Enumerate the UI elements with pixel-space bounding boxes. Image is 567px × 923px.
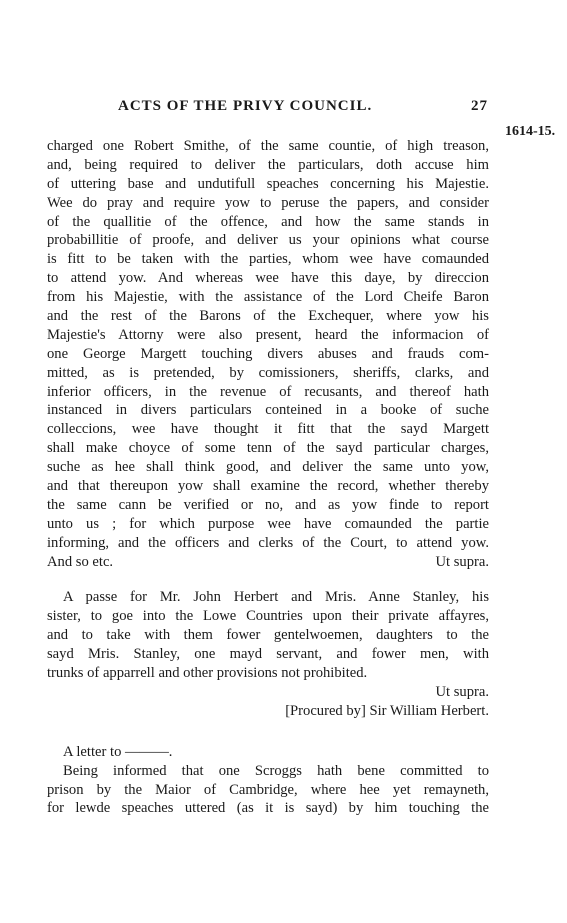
text-line: Majestie's Attorny were also present, heard the informacion of bbox=[47, 326, 489, 343]
paragraph-letter bbox=[47, 743, 489, 819]
text-line: suche as hee shall think good, and deliver the same unto yow, bbox=[47, 459, 489, 476]
procured-by: [Procured by] Sir William Herbert. bbox=[285, 702, 489, 719]
text-line: for lewde speaches uttered (as it is sayd) by him touching the bbox=[47, 800, 489, 817]
paragraph-passe bbox=[47, 588, 489, 720]
text-line: and, being required to deliver the particulars, doth accuse him bbox=[47, 156, 489, 173]
spacer bbox=[47, 571, 489, 588]
text-line: trunks of apparrell and other provisions not prohibited. bbox=[47, 665, 368, 682]
text-line: is fitt to be taken with the parties, whom wee have comaunded bbox=[47, 251, 489, 268]
text-line: Wee do pray and require yow to peruse the papers, and consider bbox=[47, 194, 489, 211]
text-line: the same cann be verified or no, and as yow finde to report bbox=[47, 496, 489, 513]
text-line: of uttering base and undutifull speaches concerning his Majestie. bbox=[47, 175, 489, 192]
text-line: and to take with them fower gentelwoemen, daughters to the bbox=[47, 627, 489, 644]
page-number: 27 bbox=[471, 98, 488, 114]
text-line: one George Margett touching divers abuses and frauds com- bbox=[47, 345, 489, 362]
text-line: Being informed that one Scroggs hath bene committed to bbox=[63, 762, 489, 779]
text-line: sister, to goe into the Lowe Countries upon their private affayres, bbox=[47, 608, 489, 625]
text-line: inferior officers, in the revenue of recusants, and thereof hath bbox=[47, 383, 489, 400]
text-line: informing, and the officers and clerks of the Court, to attend yow. bbox=[47, 534, 489, 551]
text-line: unto us ; for which purpose wee have comaunded the partie bbox=[47, 515, 489, 532]
text-line: charged one Robert Smithe, of the same countie, of high treason, bbox=[47, 138, 489, 154]
margin-year: 1614-15. bbox=[505, 124, 556, 139]
text-line: probabillitie of proofe, and deliver us your opinions what course bbox=[47, 232, 489, 249]
closing-line bbox=[47, 553, 489, 572]
ut-supra: Ut supra. bbox=[435, 553, 489, 570]
body-text bbox=[47, 137, 489, 818]
text-line: sayd Mris. Stanley, one mayd servant, and fower men, with bbox=[47, 646, 489, 663]
text-line: and the rest of the Barons of the Exchequer, where yow his bbox=[47, 308, 489, 325]
text-line: colleccions, wee have thought it fitt that the sayd Margett bbox=[47, 421, 489, 438]
paragraph-council-letter bbox=[47, 137, 489, 571]
text-line: instanced in divers particulars conteined in a booke of suche bbox=[47, 402, 489, 419]
text-line: prison by the Maior of Cambridge, where hee yet remayneth, bbox=[47, 781, 489, 798]
text-line: from his Majestie, with the assistance of the Lord Cheife Baron bbox=[47, 289, 489, 306]
text-line: shall make choyce of some tenn of the sayd particular charges, bbox=[47, 440, 489, 457]
closing-text: And so etc. bbox=[47, 553, 114, 570]
running-title: ACTS OF THE PRIVY COUNCIL. bbox=[118, 98, 373, 114]
text-line: of the quallitie of the offence, and how the same stands in bbox=[47, 213, 489, 230]
text-line: A passe for Mr. John Herbert and Mris. Anne Stanley, his bbox=[63, 589, 489, 606]
text-line: and that thereupon yow shall examine the record, whether thereby bbox=[47, 478, 489, 495]
ut-supra: Ut supra. bbox=[435, 683, 489, 700]
text-line: mitted, as is pretended, by comissioners, sheriffs, clarks, and bbox=[47, 364, 489, 381]
spacer bbox=[47, 721, 489, 743]
letter-heading: A letter to ———. bbox=[63, 743, 173, 760]
text-line: to attend yow. And whereas wee have this daye, by direccion bbox=[47, 270, 489, 287]
